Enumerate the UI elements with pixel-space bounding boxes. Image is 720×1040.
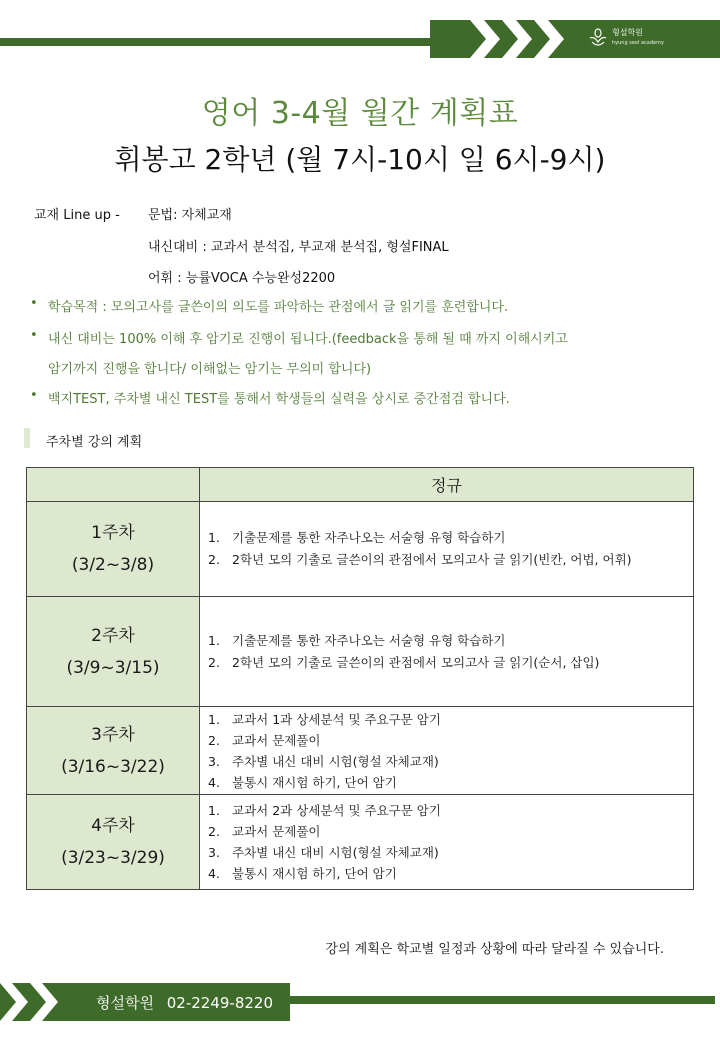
content-cell xyxy=(200,707,694,795)
page-subtitle: 휘봉고 2학년 (월 7시-10시 일 6시-9시) xyxy=(114,143,606,176)
item-text: 불통시 재시험 하기, 단어 암기 xyxy=(232,866,397,881)
item-number: 3. xyxy=(208,845,220,860)
week-label: 3주차 xyxy=(91,724,135,745)
list-item xyxy=(208,630,693,652)
list-item xyxy=(208,549,693,571)
logo-subtitle: hyung seol academy xyxy=(612,40,664,46)
list-item xyxy=(208,730,693,751)
week-dates: (3/16~3/22) xyxy=(61,756,165,777)
list-item xyxy=(208,527,693,549)
list-item xyxy=(208,709,693,730)
item-text: 2학년 모의 기출로 글쓴이의 관점에서 모의고사 글 읽기(순서, 삽입) xyxy=(232,654,600,670)
item-number: 2. xyxy=(208,552,220,567)
leaf-logo-icon xyxy=(588,28,608,48)
bullet-dot: • xyxy=(30,388,38,403)
content-cell xyxy=(200,795,694,890)
item-number: 1. xyxy=(208,530,220,545)
bullet-continuation: 암기까지 진행을 합니다/ 이해없는 암기는 무의미 합니다) xyxy=(48,362,372,377)
content-cell xyxy=(200,597,694,707)
header-rule xyxy=(0,38,440,46)
list-item xyxy=(208,842,693,863)
list-item xyxy=(208,652,693,674)
week-cell xyxy=(27,707,200,795)
item-text: 주차별 내신 대비 시험(형설 자체교재) xyxy=(232,845,439,860)
content-cell xyxy=(200,502,694,597)
list-item xyxy=(208,751,693,772)
lineup-item-vocabulary: 어휘 : 능률VOCA 수능완성2200 xyxy=(148,271,336,286)
item-text: 교과서 문제풀이 xyxy=(232,732,321,748)
bullet-text: 내신 대비는 100% 이해 후 암기로 진행이 됩니다.(feedback을 통해 될 때 까지 이해시키고 xyxy=(48,332,568,347)
footer-phone: 02-2249-8220 xyxy=(166,994,274,1012)
bullet-dot: • xyxy=(30,296,38,311)
item-text: 2학년 모의 기출로 글쓴이의 관점에서 모의고사 글 읽기(빈칸, 어법, 어휘) xyxy=(232,552,632,567)
item-number: 3. xyxy=(208,753,220,769)
item-text: 교과서 1과 상세분석 및 주요구문 암기 xyxy=(232,711,441,727)
list-item xyxy=(208,821,693,842)
bullet-dot: • xyxy=(30,328,38,343)
item-number: 4. xyxy=(208,866,220,881)
item-number: 2. xyxy=(208,824,220,839)
week-dates: (3/2~3/8) xyxy=(71,555,155,575)
item-text: 주차별 내신 대비 시험(형설 자체교재) xyxy=(232,753,439,769)
lineup-label: 교재 Line up - xyxy=(34,208,120,223)
academy-logo xyxy=(588,24,688,54)
section-marker xyxy=(24,428,30,448)
item-text: 기출문제를 통한 자주나오는 서술형 유형 학습하기 xyxy=(232,632,506,648)
footer-academy-name: 형설학원 xyxy=(96,994,154,1012)
page-title: 영어 3-4월 월간 계획표 xyxy=(201,96,519,131)
list-item xyxy=(208,800,693,821)
table-row xyxy=(27,502,694,597)
week-label: 4주차 xyxy=(91,816,135,836)
table-row xyxy=(27,707,694,795)
bullet-text: 학습목적 : 모의고사를 글쓴이의 의도를 파악하는 관점에서 글 읽기를 훈련합니다. xyxy=(48,300,509,315)
week-label: 1주차 xyxy=(91,523,135,543)
table-row xyxy=(27,795,694,890)
bullet-text: 백지TEST, 주차별 내신 TEST를 통해서 학생들의 실력을 상시로 중간점검 합니다. xyxy=(48,392,510,407)
header-week-cell xyxy=(27,468,200,502)
list-item xyxy=(208,772,693,793)
week-cell xyxy=(27,795,200,890)
item-text: 교과서 2과 상세분석 및 주요구문 암기 xyxy=(232,803,441,818)
lineup-item-school-exam: 내신대비 : 교과서 분석집, 부교재 분석집, 형설FINAL xyxy=(148,240,449,255)
week-cell xyxy=(27,597,200,707)
item-text: 교과서 문제풀이 xyxy=(232,824,321,839)
footer-contact xyxy=(96,992,273,1013)
item-number: 1. xyxy=(208,711,220,727)
week-dates: (3/9~3/15) xyxy=(66,657,160,678)
item-number: 1. xyxy=(208,803,220,818)
schedule-note: 강의 계획은 학교별 일정과 상황에 따라 달라질 수 있습니다. xyxy=(325,942,664,957)
table-header-row xyxy=(27,468,694,502)
header-content-cell: 정규 xyxy=(200,468,694,502)
item-text: 불통시 재시험 하기, 단어 암기 xyxy=(232,774,397,790)
weekly-plan-table xyxy=(26,467,694,890)
item-number: 1. xyxy=(208,632,220,648)
item-number: 2. xyxy=(208,732,220,748)
footer-chevrons-icon xyxy=(0,983,80,1021)
week-dates: (3/23~3/29) xyxy=(61,848,165,868)
lineup-item-grammar: 문법: 자체교재 xyxy=(148,208,232,223)
week-label: 2주차 xyxy=(91,625,135,646)
list-item xyxy=(208,863,693,884)
footer-rule xyxy=(290,996,715,1004)
item-text: 기출문제를 통한 자주나오는 서술형 유형 학습하기 xyxy=(232,530,506,545)
item-number: 4. xyxy=(208,774,220,790)
section-title: 주차별 강의 계획 xyxy=(46,435,143,450)
table-row xyxy=(27,597,694,707)
header-chevrons-icon xyxy=(470,20,590,58)
logo-name: 형설학원 xyxy=(612,28,643,37)
item-number: 2. xyxy=(208,654,220,670)
week-cell xyxy=(27,502,200,597)
